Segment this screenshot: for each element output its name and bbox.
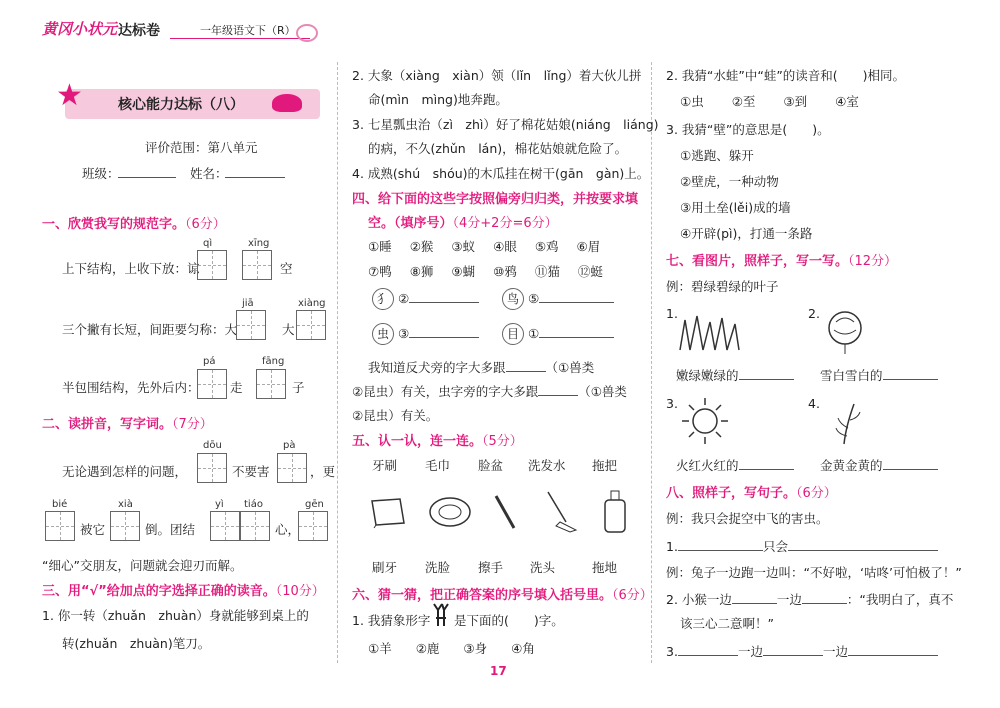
char-box[interactable]	[197, 453, 227, 483]
char-box[interactable]	[242, 250, 272, 280]
s5-top-2: 脸盆	[478, 458, 504, 473]
section-6-title: 六、猜一猜，把正确答案的序号填入括号里。（6分）	[352, 588, 653, 603]
s5-bottom-2: 擦手	[478, 560, 504, 575]
s4-row1: ①睡 ②猴 ③蚁 ④眼 ⑤鸡 ⑥眉	[368, 239, 601, 254]
section-4-title: 四、给下面的这些字按照偏旁归归类，并按要求填	[352, 192, 639, 207]
s3-q1a: 1. 你一转（zhuǎn zhuàn）身就能够到桌上的	[42, 608, 309, 623]
s8-q2: 2. 小猴一边 一边 ：“我明白了，真不	[666, 592, 954, 607]
pinyin: tiáo	[244, 499, 263, 510]
towel-icon	[368, 495, 408, 529]
s7-item-2: 雪白雪白的	[820, 366, 938, 384]
s4-know-3: ②昆虫）有关。	[352, 408, 439, 423]
s4-group-2: 鸟 ⑤	[502, 288, 614, 310]
s7-example: 例：碧绿碧绿的叶子	[666, 279, 779, 294]
column-divider	[651, 62, 652, 663]
s7-num-2: 2.	[808, 306, 820, 321]
s1-row3-end: 子	[292, 380, 305, 395]
class-label: 班级：	[82, 166, 120, 181]
section-7-title: 七、看图片，照样子，写一写。（12分）	[666, 254, 898, 269]
pinyin: yì	[215, 499, 224, 510]
s4-group-4: 目 ①	[502, 323, 614, 345]
pinyin: pà	[283, 440, 296, 451]
char-box[interactable]	[197, 369, 227, 399]
banner-title: 核心能力达标（八）	[118, 97, 244, 113]
s5-top-1: 毛巾	[425, 458, 451, 473]
pinyin: xīng	[248, 238, 270, 249]
s2-line1-b: 不要害	[232, 464, 270, 479]
s4-group-1: 犭 ②	[372, 288, 479, 310]
pinyin: qì	[203, 238, 213, 249]
char-box[interactable]	[45, 511, 75, 541]
header-rule	[170, 38, 310, 39]
scope-text: 评价范围：第八单元	[145, 140, 258, 155]
s2-line2-b: 倒。团结	[145, 522, 196, 537]
s5-bottom-0: 刷牙	[372, 560, 398, 575]
s4-row2: ⑦鸭 ⑧狮 ⑨蝴 ⑩鸦 ⑪猫 ⑫蜓	[368, 264, 603, 279]
s8-q2-cont: 该三心二意啊！”	[680, 616, 774, 631]
sun-icon	[680, 396, 730, 446]
name-field[interactable]	[225, 177, 285, 178]
s7-num-1: 1.	[666, 306, 678, 321]
s2-line1: 无论遇到怎样的问题，	[62, 464, 188, 479]
page-number: 17	[490, 664, 507, 678]
s6-q3-opt-2: ②壁虎，一种动物	[680, 174, 779, 189]
toothbrush-icon	[490, 492, 520, 532]
pinyin: xià	[118, 499, 133, 510]
s3-q3a: 3. 七星瓢虫治（zì zhì）好了棉花姑娘(niáng liáng)	[352, 117, 659, 132]
series-label: 达标卷	[118, 23, 160, 39]
s3-q2a: 2. 大象（xiàng xiàn）领（lǐn lǐng）着大伙儿拼	[352, 68, 642, 83]
s1-row3: 半包围结构，先外后内：	[62, 380, 200, 395]
s4-know-1: 我知道反犬旁的字大多跟 （①兽类	[368, 360, 595, 375]
s6-q3-opt-3: ③用土垒(lěi)成的墙	[680, 200, 791, 215]
s7-item-4: 金黄金黄的	[820, 456, 938, 474]
pinyin: jiā	[242, 298, 254, 309]
s6-q2-opts: ①虫 ②至 ③到 ④室	[680, 94, 859, 109]
s6-q1: 1. 我猜象形字	[352, 613, 431, 628]
section-5-title: 五、认一认，连一连。（5分）	[352, 434, 523, 449]
s2-line3: “细心”交朋友，问题就会迎刃而解。	[42, 558, 243, 573]
s6-q3-opt-1: ①逃跑、躲开	[680, 148, 754, 163]
starfish-icon: ★	[56, 78, 83, 113]
s7-item-1: 嫩绿嫩绿的	[676, 366, 794, 384]
s7-num-4: 4.	[808, 396, 820, 411]
s7-item-3: 火红火红的	[676, 456, 794, 474]
s1-row3-mid: 走	[230, 380, 243, 395]
s7-num-3: 3.	[666, 396, 678, 411]
char-box[interactable]	[197, 250, 227, 280]
s4-group-3: 虫 ③	[372, 323, 479, 345]
s4-know-2: ②昆虫）有关，虫字旁的字大多跟 （①兽类	[352, 384, 627, 399]
cotton-icon	[820, 306, 870, 356]
s8-example-2: 例：兔子一边跑一边叫：“不好啦，‘咕咚’可怕极了！”	[666, 565, 962, 580]
section-8-title: 八、照样子，写句子。（6分）	[666, 486, 837, 501]
char-box[interactable]	[277, 453, 307, 483]
pinyin: xiàng	[298, 298, 326, 309]
char-box[interactable]	[240, 511, 270, 541]
section-2-title: 二、读拼音，写字词。（7分）	[42, 417, 213, 432]
column-divider	[337, 62, 338, 663]
grass-icon	[675, 312, 745, 352]
s1-row1-end: 空	[280, 261, 293, 276]
shell-banner-icon	[272, 94, 302, 112]
section-3-title: 三、用“√”给加点的字选择正确的读音。（10分）	[42, 584, 325, 599]
s1-row2: 三个撇有长短，间距要匀称：大	[62, 322, 238, 337]
section-4-title-cont: 空。（填序号）（4分+2分=6分）	[368, 216, 558, 231]
s8-example-1: 例：我只会捉空中飞的害虫。	[666, 511, 829, 526]
char-box[interactable]	[210, 511, 240, 541]
s5-bottom-4: 拖地	[592, 560, 618, 575]
s2-line1-c: ，更	[310, 464, 336, 479]
name-label: 姓名：	[190, 166, 228, 181]
pinyin: gēn	[305, 499, 324, 510]
pinyin: dōu	[203, 440, 222, 451]
char-box[interactable]	[256, 369, 286, 399]
s1-row1: 上下结构，上收下放：谅	[62, 261, 200, 276]
class-field[interactable]	[118, 177, 176, 178]
shell-icon	[296, 24, 318, 42]
char-box[interactable]	[110, 511, 140, 541]
pinyin: pá	[203, 356, 216, 367]
s5-bottom-3: 洗头	[530, 560, 556, 575]
subject-label: 一年级语文下（R）	[200, 24, 296, 37]
char-box[interactable]	[236, 310, 266, 340]
deer-pictograph-icon	[430, 600, 452, 630]
s5-top-4: 拖把	[592, 458, 618, 473]
s6-q3-opt-4: ④开辟(pì)，打通一条路	[680, 226, 813, 241]
s2-line2-a: 被它	[80, 522, 106, 537]
basin-icon	[428, 495, 472, 529]
pinyin: fāng	[262, 356, 285, 367]
section-1-title: 一、欣赏我写的规范字。（6分）	[42, 217, 226, 232]
s3-q3b: 的病，不久(zhǔn lán)，棉花姑娘就危险了。	[368, 141, 628, 156]
wheat-icon	[830, 398, 870, 446]
s5-top-0: 牙刷	[372, 458, 398, 473]
mop-icon	[540, 490, 580, 534]
brand-logo: 黄冈小状元	[42, 20, 118, 38]
s3-q4: 4. 成熟(shú shóu)的木瓜挂在树干(gān gàn)上。	[352, 166, 650, 181]
pinyin: bié	[52, 499, 68, 510]
s3-q1b: 转(zhuǎn zhuàn)笔刀。	[62, 636, 211, 651]
s6-q2: 2. 我猜“水蛙”中“蛙”的读音和( )相同。	[666, 68, 906, 83]
char-box[interactable]	[298, 511, 328, 541]
s6-q3: 3. 我猜“壁”的意思是( )。	[666, 122, 830, 137]
s5-bottom-1: 洗脸	[425, 560, 451, 575]
s2-line2-c: 心，	[275, 522, 301, 537]
char-box[interactable]	[296, 310, 326, 340]
s8-q3: 3. 一边 一边	[666, 642, 938, 660]
s3-q2b: 命(mìn mìng)地奔跑。	[368, 92, 508, 107]
s1-row2-mid: 大	[282, 322, 295, 337]
s8-q1: 1. 只会	[666, 537, 938, 555]
s6-q1b: 是下面的( )字。	[454, 613, 564, 628]
s6-q1-opts: ①羊 ②鹿 ③身 ④角	[368, 641, 535, 656]
s5-top-3: 洗发水	[528, 458, 566, 473]
shampoo-bottle-icon	[600, 488, 630, 534]
